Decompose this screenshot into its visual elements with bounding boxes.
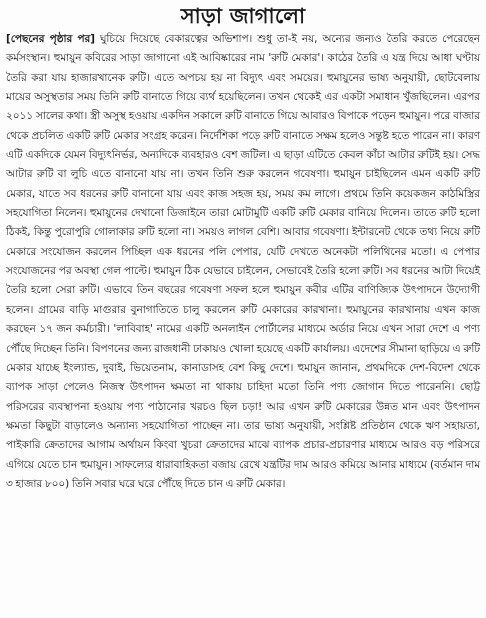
- article-body-text: ঘুচিয়ে দিয়েছে বেকারত্বের অভিশাপ। শুধু তা-ই নয়, অন্যের জন্যও তৈরি করতে পেরেছেন কর্মসংস্থান। হুমায়ুন কবিরের সাড়া জাগানো এই আবিষ্কারের নাম 'রুটি মেকার'। কাঠের তৈরি এ যন্ত্র দিয়ে আধা ঘণ্টায় তৈরি করা যায় হাজারখানেক রুটি। এতে অপচয় হয় না বিদ্যুৎ এবং সময়ের। হুমায়ুনের ভাষ্য অনুযায়ী, ছোটবেলায় মায়ের অসুস্থতার সময় তিনি রুটি বানাতে গিয়ে ব্যর্থ হয়েছিলেন। তখন থেকেই এর একটা সমাধান খুঁজছিলেন। এরপর ২০১১ সালের কথা। স্ত্রী অসুস্থ হওয়ায় একদিন সকালে রুটি বানাতে গিয়ে আবারও বিপাকে পড়েন হুমায়ুন। পরে বাজার থেকে প্রচলিত একটি রুটি মেকার সংগ্রহ করেন। নির্দেশিকা পড়ে রুটি বানাতে সক্ষম হলেও সন্তুষ্ট হতে পারেন না। কারণ এটি একদিকে যেমন বিদ্যুৎনির্ভর, অন্যদিকে ব্যবহারও বেশ জটিল। এ ছাড়া এটিতে কেবল কাঁচা আটার রুটিই হয়। সেদ্ধ আটার রুটি বা লুচি এতে বানানো যায় না। তখন তিনি শুরু করলেন গবেষণা। হুমায়ুন চাইছিলেন এমন একটি রুটি মেকার, যাতে সব ধরনের রুটি বানানো যায় এবং কাজ সহজ হয়, সময় কম লাগে। প্রথমে তিনি কয়েকজন কাঠমিস্ত্রির সহযোগিতা নিলেন। হুমায়ুনের দেখানো ডিজাইনে তারা মোটামুটি একটি রুটি মেকার বানিয়ে দিলেন। তাতে রুটি হলো ঠিকই, কিন্তু পুরোপুরি গোলাকার রুটি হলো না। সময়ও লাগল বেশি। আবার গবেষণা। ইন্টারনেট থেকে তথ্য নিয়ে রুটি মেকারে সংযোজন করলেন পিচ্ছিল এক ধরনের পলি পেপার, যেটি দেখতে অনেকটা পলিথিনের মতো। এ পেপার সংযোজনের পর অবস্থা গেল পাল্টে। হুমায়ুন ঠিক যেভাবে চাইলেন, সেভাবেই তৈরি হলো রুটি। সব ধরনের আটা দিয়েই তৈরি হলো সেরা রুটি। এভাবে তিন বছরের গবেষণা সফল হলে হুমায়ুন কবীর এটির বাণিজ্যিক উৎপাদনে উদ্যোগী হলেন। গ্রামের বাড়ি মাগুরার বুনাগাতিতে চালু করলেন রুটি মেকারের কারখানা। হুমায়ুনের কারখানায় এখন কাজ করছেন ১৭ জন কর্মচারী। 'লাবিবাহ' নামের একটি অনলাইন পোর্টালের মাধ্যমে অর্ডার নিয়ে এখন সারা দেশে এ পণ্য পৌঁছে দিচ্ছেন তিনি। বিপণনের জন্য রাজধানী ঢাকায়ও খোলা হয়েছে একটি কার্যালয়। এদেশের সীমানা ছাড়িয়ে এ রুটি মেকার যাচ্ছে ইংল্যান্ড, দুবাই, ভিয়েতনাম, কানাডাসহ বেশ কিছু দেশে। হুমায়ুন জানান, প্রথমদিকে দেশ-বিদেশ থেকে ব্যাপক সাড়া পেলেও নিজস্ব উৎপাদন ক্ষমতা না থাকায় চাহিদা মতো তিনি পণ্য জোগান দিতে পারেননি। ছোট্ট পরিসরের ব্যবস্থাপনা হওয়ায় পণ্য পাঠানোর খরচও ছিল চড়া! আর এখন রুটি মেকারের উন্নত মান এবং উৎপাদন ক্ষমতা কিছুটা বাড়ালেও অন্যান্য সহযোগিতা পাচ্ছেন না। তার ভাষ্য অনুযায়ী, সংশ্লিষ্ট প্রতিষ্ঠান থেকে ঋণ সহায়তা, পাইকারি ক্রেতাদের আগাম অর্থায়ন কিংবা খুচরা ক্রেতাদের মাঝে ব্যাপক প্রচার-প্রচারণার মাধ্যমে আরও বড় পরিসরে এগিয়ে যেতে চান হুমায়ুন। সাফল্যের ধারাবাহিকতা বজায় রেখে যন্ত্রটির দাম আরও কমিয়ে আনার মাধ্যমে (বর্তমান দাম ৩ হাজার ৮০০) তিনি সবার ঘরে ঘরে পৌঁছে দিতে চান এ রুটি মেকার।: [6, 33, 480, 490]
- article-body: [6, 30, 480, 494]
- article-headline: সাড়া জাগালো: [180, 4, 306, 28]
- jump-line: [পেছনের পৃষ্ঠার পর]: [6, 33, 96, 45]
